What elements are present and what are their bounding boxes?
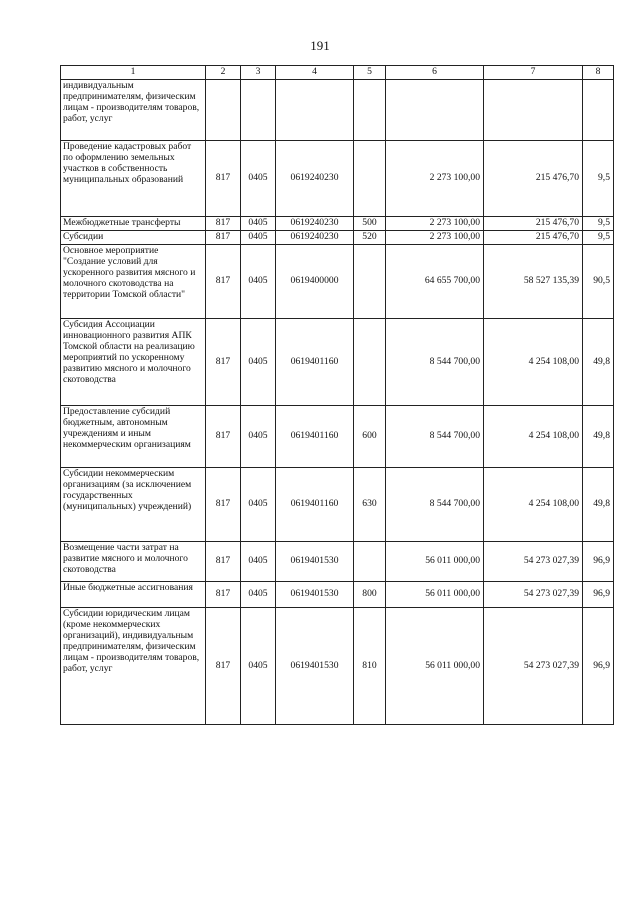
cell-executed: 58 527 135,39: [484, 245, 583, 319]
cell-section: [241, 80, 276, 141]
row-name: Межбюджетные трансферты: [61, 217, 206, 231]
row-name: Предоставление субсидий бюджетным, автономным учреждениям и иным некоммерческим организациям: [61, 406, 206, 468]
row-name: Возмещение части затрат на развитие мясного и молочного скотоводства: [61, 542, 206, 582]
cell-plan: 64 655 700,00: [386, 245, 484, 319]
cell-expense-type: [354, 319, 386, 406]
table-row: [61, 608, 614, 725]
col-header-6: 6: [386, 66, 484, 80]
cell-expense-type: 600: [354, 406, 386, 468]
cell-plan: 56 011 000,00: [386, 542, 484, 582]
cell-executed: [484, 80, 583, 141]
cell-ministry: 817: [206, 245, 241, 319]
col-header-4: 4: [276, 66, 354, 80]
cell-percent: 49,8: [583, 406, 614, 468]
table-row: [61, 80, 614, 141]
cell-executed: 215 476,70: [484, 231, 583, 245]
cell-plan: 2 273 100,00: [386, 141, 484, 217]
table-row: [61, 245, 614, 319]
cell-percent: [583, 80, 614, 141]
cell-plan: 56 011 000,00: [386, 608, 484, 725]
cell-expense-type: 500: [354, 217, 386, 231]
cell-executed: 215 476,70: [484, 217, 583, 231]
header-row: [61, 66, 614, 80]
cell-target-article: 0619401530: [276, 608, 354, 725]
cell-expense-type: 800: [354, 582, 386, 608]
cell-executed: 4 254 108,00: [484, 319, 583, 406]
row-name: Субсидии некоммерческим организациям (за исключением государственных (муниципальных) учреждений): [61, 468, 206, 542]
row-name: Основное мероприятие "Создание условий для ускоренного развития мясного и молочного скотоводства на территории Томской области": [61, 245, 206, 319]
cell-target-article: 0619401160: [276, 468, 354, 542]
cell-target-article: 0619401160: [276, 406, 354, 468]
cell-percent: 9,5: [583, 231, 614, 245]
cell-section: 0405: [241, 406, 276, 468]
cell-percent: 9,5: [583, 217, 614, 231]
cell-plan: 8 544 700,00: [386, 468, 484, 542]
cell-section: 0405: [241, 245, 276, 319]
cell-percent: 9,5: [583, 141, 614, 217]
cell-plan: [386, 80, 484, 141]
cell-ministry: 817: [206, 217, 241, 231]
col-header-2: 2: [206, 66, 241, 80]
row-name: Иные бюджетные ассигнования: [61, 582, 206, 608]
cell-plan: 2 273 100,00: [386, 217, 484, 231]
col-header-5: 5: [354, 66, 386, 80]
cell-section: 0405: [241, 217, 276, 231]
table-row: [61, 468, 614, 542]
cell-target-article: 0619240230: [276, 141, 354, 217]
cell-target-article: 0619240230: [276, 231, 354, 245]
cell-section: 0405: [241, 542, 276, 582]
cell-executed: 4 254 108,00: [484, 468, 583, 542]
cell-plan: 2 273 100,00: [386, 231, 484, 245]
cell-percent: 90,5: [583, 245, 614, 319]
table-row: [61, 231, 614, 245]
cell-section: 0405: [241, 608, 276, 725]
row-name: Проведение кадастровых работ по оформлению земельных участков в собственность муниципальных образований: [61, 141, 206, 217]
cell-target-article: 0619401530: [276, 582, 354, 608]
cell-expense-type: 520: [354, 231, 386, 245]
cell-expense-type: [354, 245, 386, 319]
col-header-1: 1: [61, 66, 206, 80]
cell-expense-type: 810: [354, 608, 386, 725]
cell-expense-type: [354, 141, 386, 217]
cell-expense-type: [354, 542, 386, 582]
table-row: [61, 319, 614, 406]
cell-section: 0405: [241, 231, 276, 245]
budget-table: [60, 65, 614, 725]
cell-expense-type: [354, 80, 386, 141]
cell-percent: 96,9: [583, 542, 614, 582]
cell-percent: 96,9: [583, 582, 614, 608]
cell-percent: 96,9: [583, 608, 614, 725]
cell-section: 0405: [241, 468, 276, 542]
cell-ministry: [206, 80, 241, 141]
table-row: [61, 542, 614, 582]
cell-target-article: 0619401530: [276, 542, 354, 582]
row-name: Субсидия Ассоциации инновационного развития АПК Томской области на реализацию мероприятий по ускоренному развитию мясного и молочного скотоводства: [61, 319, 206, 406]
cell-target-article: 0619400000: [276, 245, 354, 319]
cell-expense-type: 630: [354, 468, 386, 542]
cell-section: 0405: [241, 582, 276, 608]
cell-executed: 54 273 027,39: [484, 608, 583, 725]
cell-section: 0405: [241, 141, 276, 217]
table-row: [61, 217, 614, 231]
table-row: [61, 406, 614, 468]
row-name: Субсидии юридическим лицам (кроме некоммерческих организаций), индивидуальным предпринимателям, физическим лицам - производителям товаров, работ, услуг: [61, 608, 206, 725]
table-row: [61, 582, 614, 608]
cell-executed: 215 476,70: [484, 141, 583, 217]
cell-target-article: 0619401160: [276, 319, 354, 406]
row-name: Субсидии: [61, 231, 206, 245]
cell-ministry: 817: [206, 542, 241, 582]
cell-target-article: 0619240230: [276, 217, 354, 231]
cell-ministry: 817: [206, 406, 241, 468]
col-header-3: 3: [241, 66, 276, 80]
cell-ministry: 817: [206, 468, 241, 542]
cell-ministry: 817: [206, 608, 241, 725]
cell-ministry: 817: [206, 582, 241, 608]
col-header-7: 7: [484, 66, 583, 80]
cell-ministry: 817: [206, 231, 241, 245]
table-row: [61, 141, 614, 217]
col-header-8: 8: [583, 66, 614, 80]
cell-executed: 54 273 027,39: [484, 542, 583, 582]
cell-executed: 4 254 108,00: [484, 406, 583, 468]
cell-ministry: 817: [206, 141, 241, 217]
cell-percent: 49,8: [583, 468, 614, 542]
cell-plan: 56 011 000,00: [386, 582, 484, 608]
page-number: 191: [310, 38, 330, 53]
cell-target-article: [276, 80, 354, 141]
cell-plan: 8 544 700,00: [386, 319, 484, 406]
cell-percent: 49,8: [583, 319, 614, 406]
cell-section: 0405: [241, 319, 276, 406]
cell-ministry: 817: [206, 319, 241, 406]
cell-executed: 54 273 027,39: [484, 582, 583, 608]
cell-plan: 8 544 700,00: [386, 406, 484, 468]
row-name: индивидуальным предпринимателям, физическим лицам - производителям товаров, работ, услуг: [61, 80, 206, 141]
